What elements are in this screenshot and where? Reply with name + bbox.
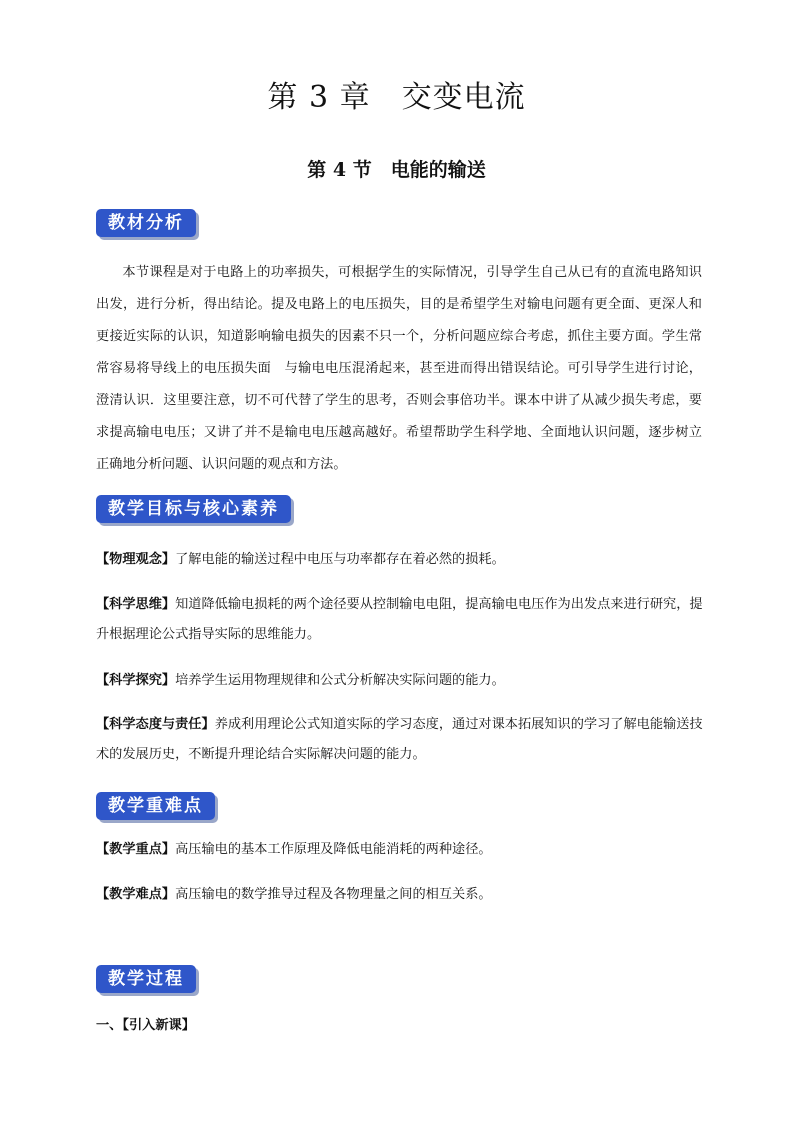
- goal-item-attitude-responsibility: [96, 710, 706, 770]
- key-point-tag: 【教学难点】: [96, 887, 176, 902]
- chapter-title: 第 3 章 交变电流: [267, 80, 526, 115]
- goal-tag: 【科学思维】: [96, 597, 176, 612]
- key-point-text: 高压输电的基本工作原理及降低电能消耗的两种途径。: [175, 842, 492, 857]
- goal-item-scientific-inquiry: [96, 666, 706, 696]
- goal-item-physics-concept: [96, 545, 706, 575]
- key-point-text: 高压输电的数学推导过程及各物理量之间的相互关系。: [175, 887, 492, 902]
- key-point-tag: 【教学重点】: [96, 842, 176, 857]
- goal-tag: 【科学探究】: [96, 673, 176, 688]
- key-point-focus: [96, 835, 706, 865]
- heading-goals: 教学目标与核心素养: [96, 495, 291, 523]
- process-first-item: 一、【引入新课】: [96, 1018, 195, 1033]
- goal-item-scientific-thinking: [96, 590, 706, 650]
- analysis-paragraph: 本节课程是对于电路上的功率损失，可根据学生的实际情况，引导学生自己从已有的直流电路知识出发，进行分析，得出结论。提及电路上的电压损失，目的是希望学生对输电问题有更全面、更深人和更接近实际的认识，知道影响输电损失的因素不只一个，分析问题应综合考虑，抓住主要方面。学生常常容易将导线上的电压损失面 与输电电压混淆起来，甚至进而得出错误结论。可引导学生进行讨论，澄清认识．这里要注意，切不可代替了学生的思考，否则会事倍功半。课本中讲了从减少损失考虑，要求提高输电电压；又讲了并不是输电电压越高越好。希望帮助学生科学地、全面地认识问题，逐步树立正确地分析问题、认识问题的观点和方法。: [96, 265, 702, 472]
- section-title: 第 4 节 电能的输送: [307, 159, 486, 181]
- heading-analysis: 教材分析: [96, 209, 196, 237]
- heading-key-points: 教学重难点: [96, 792, 215, 820]
- heading-process: 教学过程: [96, 965, 196, 993]
- goal-text: 培养学生运用物理规律和公式分析解决实际问题的能力。: [175, 673, 505, 688]
- goal-text: 知道降低输电损耗的两个途径要从控制输电电阻，提高输电电压作为出发点来进行研究，提升根据理论公式指导实际的思维能力。: [96, 597, 703, 642]
- goal-tag: 【科学态度与责任】: [96, 717, 215, 732]
- goal-tag: 【物理观念】: [96, 552, 176, 567]
- key-point-difficulty: [96, 880, 706, 910]
- goal-text: 养成利用理论公式知道实际的学习态度，通过对课本拓展知识的学习了解电能输送技术的发展历史，不断提升理论结合实际解决问题的能力。: [96, 717, 703, 762]
- goal-text: 了解电能的输送过程中电压与功率都存在着必然的损耗。: [175, 552, 505, 567]
